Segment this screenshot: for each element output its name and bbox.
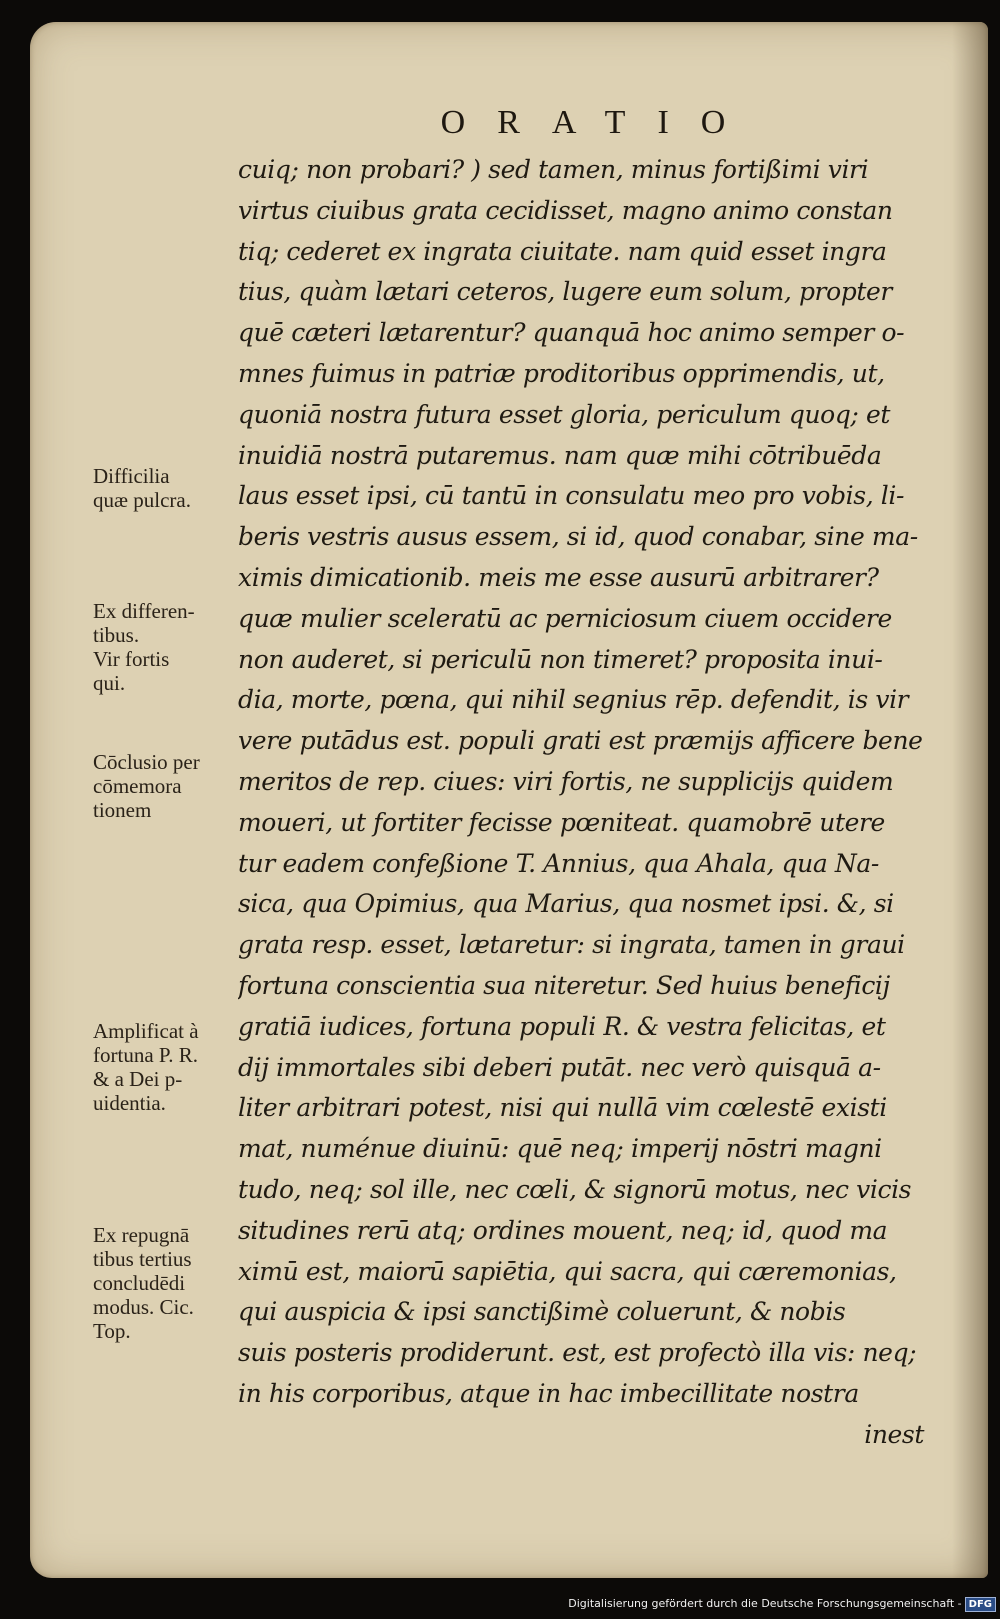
text-line: grata resp. esset, lætaretur: si ingrata, tamen in graui bbox=[238, 930, 905, 960]
margin-note-line: cōmemora bbox=[93, 773, 182, 798]
text-line: virtus ciuibus grata cecidisset, magno animo constan bbox=[238, 195, 893, 225]
body-text bbox=[238, 150, 928, 1456]
text-line: dia, morte, pœna, qui nihil segnius rēp. defendit, is vir bbox=[238, 685, 909, 715]
margin-note-line: Ex differen- bbox=[93, 598, 195, 623]
text-line: in his corporibus, atque in hac imbecillitate nostra bbox=[238, 1378, 859, 1408]
text-line: laus esset ipsi, cū tantū in consulatu meo pro vobis, li- bbox=[238, 481, 905, 511]
text-line: mnes fuimus in patriæ proditoribus opprimendis, ut, bbox=[238, 358, 885, 388]
margin-note-line: tibus tertius bbox=[93, 1247, 192, 1272]
margin-note bbox=[93, 1223, 243, 1343]
margin-note-line: fortuna P. R. bbox=[93, 1043, 198, 1068]
text-line: situdines rerū atq; ordines mouent, neq; id, quod ma bbox=[238, 1215, 888, 1245]
text-line: qui auspicia & ipsi sanctißimè coluerunt, & nobis bbox=[238, 1297, 846, 1327]
margin-note-line: concludēdi bbox=[93, 1271, 186, 1296]
margin-note-line: qui. bbox=[93, 670, 126, 695]
text-line: cuiq; non probari? ) sed tamen, minus fortißimi viri bbox=[238, 155, 869, 184]
text-line: beris vestris ausus essem, si id, quod conabar, sine ma- bbox=[238, 522, 918, 552]
text-line: sica, qua Opimius, qua Marius, qua nosmet ipsi. &, si bbox=[238, 889, 894, 919]
margin-note-line: Difficilia bbox=[93, 464, 170, 489]
margin-note-line: Cōclusio per bbox=[93, 749, 200, 774]
text-line: inuidiā nostrā putaremus. nam quæ mihi cōtribuēda bbox=[238, 440, 882, 470]
text-line: tiq; cederet ex ingrata ciuitate. nam quid esset ingra bbox=[238, 236, 887, 266]
text-line: ximū est, maiorū sapiētia, qui sacra, qui cæremonias, bbox=[238, 1256, 897, 1286]
margin-note-line: uidentia. bbox=[93, 1091, 166, 1116]
margin-note-line: quæ pulcra. bbox=[93, 488, 191, 513]
margin-note-line: tionem bbox=[93, 797, 152, 822]
book-page bbox=[30, 22, 988, 1578]
margin-note-line: Amplificat à bbox=[93, 1019, 199, 1044]
margin-note bbox=[93, 750, 243, 822]
margin-note bbox=[93, 1019, 243, 1115]
margin-note-line: Ex repugnā bbox=[93, 1223, 190, 1248]
text-line: dij immortales sibi deberi putāt. nec verò quisquā a- bbox=[238, 1052, 881, 1082]
text-line: mat, numénue diuinū: quē neq; imperij nōstri magni bbox=[238, 1134, 882, 1164]
running-head: ORATIO bbox=[440, 104, 758, 141]
text-line: tudo, neq; sol ille, nec cœli, & signorū motus, nec vicis bbox=[238, 1174, 912, 1204]
text-line: quæ mulier sceleratū ac perniciosum ciuem occidere bbox=[238, 603, 892, 633]
dfg-logo-icon: DFG bbox=[965, 1597, 996, 1612]
margin-note-line: & a Dei p- bbox=[93, 1067, 183, 1092]
digitization-credit bbox=[568, 1597, 996, 1612]
text-line: quē cæteri lætarentur? quanquā hoc animo semper o- bbox=[238, 318, 905, 348]
text-line: quoniā nostra futura esset gloria, periculum quoq; et bbox=[238, 399, 891, 429]
margin-note-line: Top. bbox=[93, 1319, 131, 1344]
text-line: tius, quàm lætari ceteros, lugere eum solum, propter bbox=[238, 277, 892, 307]
margin-note-line: Vir fortis bbox=[93, 646, 170, 671]
text-line: suis posteris prodiderunt. est, est profectò illa vis: neq; bbox=[238, 1338, 917, 1368]
margin-note bbox=[93, 464, 243, 512]
credit-text: Digitalisierung gefördert durch die Deutsche Forschungsgemeinschaft - bbox=[568, 1597, 962, 1610]
text-line: gratiā iudices, fortuna populi R. & vestra felicitas, et bbox=[238, 1011, 886, 1041]
margin-note-line: tibus. bbox=[93, 622, 140, 647]
text-line: fortuna conscientia sua niteretur. Sed huius beneficij bbox=[238, 970, 890, 1000]
margin-note-line: modus. Cic. bbox=[93, 1295, 194, 1320]
text-line: tur eadem confeßione T. Annius, qua Ahala, qua Na- bbox=[238, 848, 879, 878]
text-line: vere putādus est. populi grati est præmijs afficere bene bbox=[238, 726, 923, 756]
text-line: inest bbox=[864, 1419, 924, 1449]
text-line: meritos de rep. ciues: viri fortis, ne supplicijs quidem bbox=[238, 766, 894, 796]
text-line: liter arbitrari potest, nisi qui nullā vim cœlestē existi bbox=[238, 1093, 887, 1123]
text-line: ximis dimicationib. meis me esse ausurū arbitrarer? bbox=[238, 562, 879, 592]
margin-note bbox=[93, 599, 243, 695]
text-line: non auderet, si periculū non timeret? proposita inui- bbox=[238, 644, 883, 674]
text-line: moueri, ut fortiter fecisse pœniteat. quamobrē utere bbox=[238, 807, 885, 837]
